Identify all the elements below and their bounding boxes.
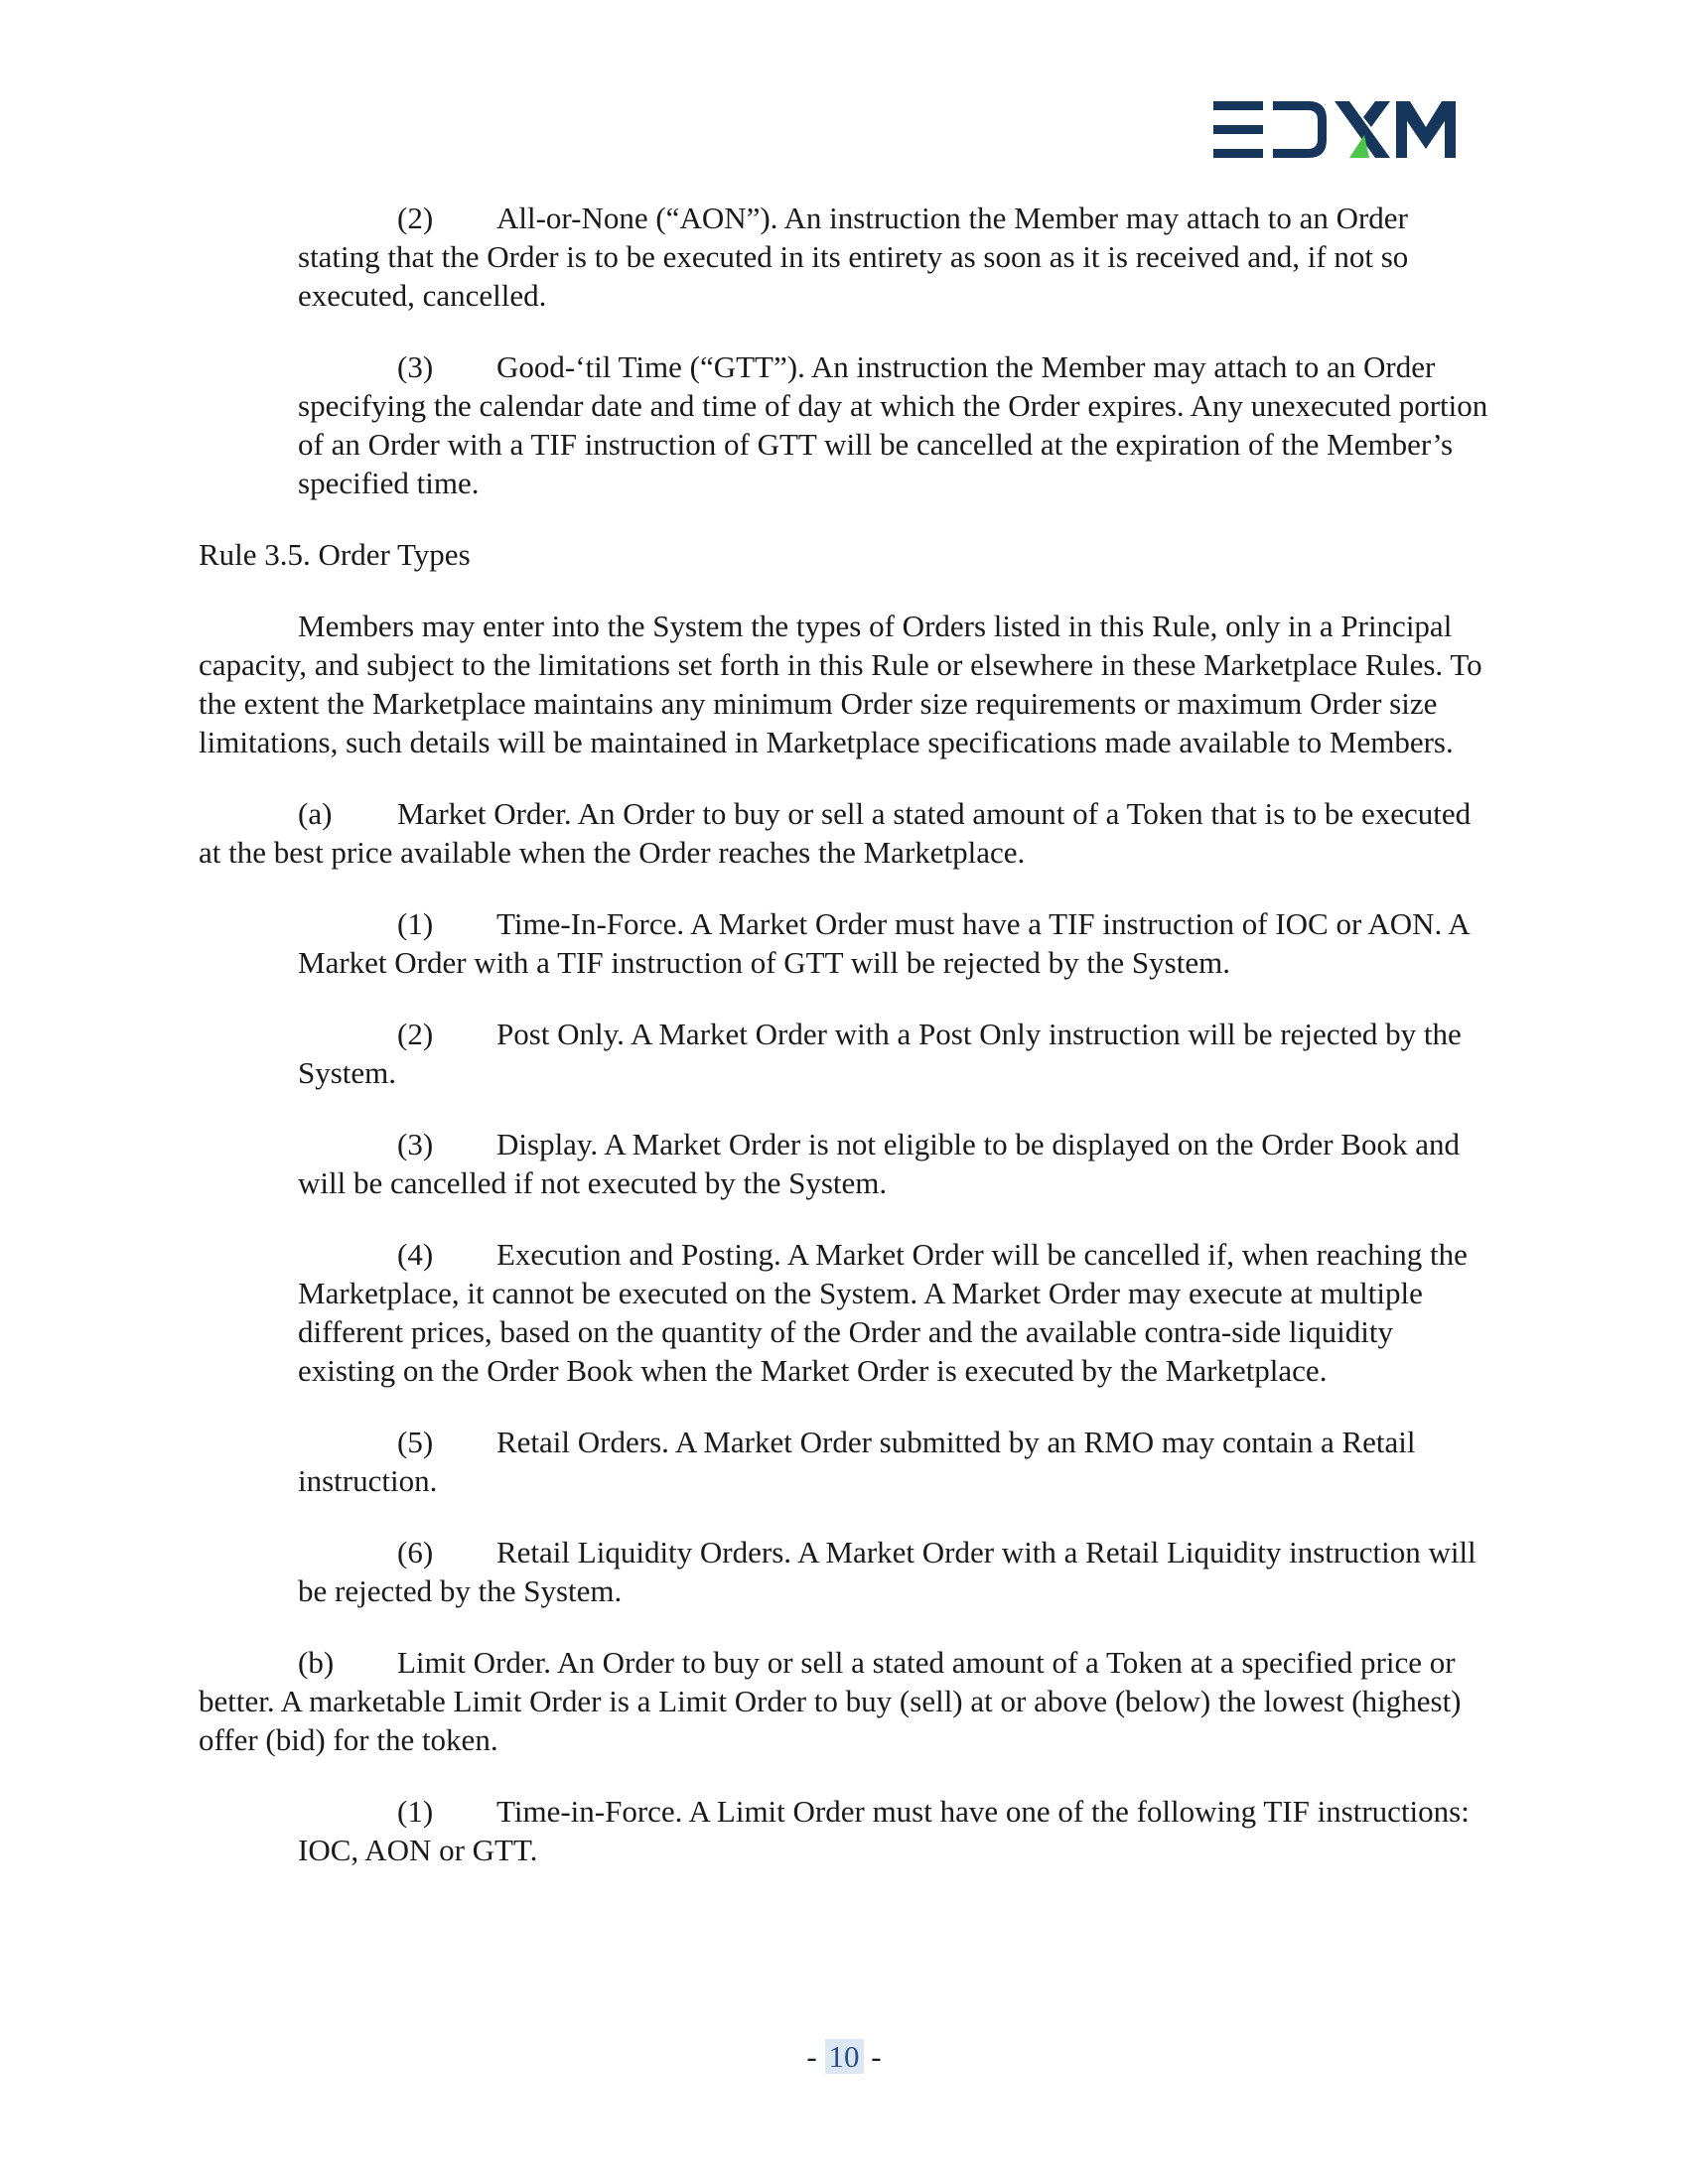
paragraph-aon (298, 199, 1489, 315)
paragraph-market-order (199, 794, 1489, 872)
heading-text: Rule 3.5. Order Types (199, 537, 471, 572)
paragraph-text: Time-In-Force. A Market Order must have a TIF instruction of IOC or AON. A Market Order with a TIF instruction of GTT will be rejected by the System. (298, 906, 1469, 980)
paragraph-number: (a) (298, 796, 333, 831)
paragraph-intro (199, 607, 1489, 761)
paragraph-number: (1) (397, 906, 434, 941)
paragraph-execution (298, 1235, 1489, 1390)
paragraph-post-only (298, 1015, 1489, 1092)
document-body (199, 199, 1489, 1902)
paragraph-text: Execution and Posting. A Market Order will be cancelled if, when reaching the Marketplace, it cannot be executed on the System. A Market Order may execute at multiple different prices, based on the quantity of the Order and the available contra-side liquidity existing on the Order Book when the Market Order is executed by the Marketplace. (298, 1237, 1468, 1388)
paragraph-number: (3) (397, 1127, 434, 1161)
paragraph-number: (b) (298, 1645, 335, 1680)
paragraph-text: Good-‘til Time (“GTT”). An instruction the Member may attach to an Order specifying the calendar date and time of day at which the Order expires. Any unexecuted portion of an Order with a TIF instruction of GTT will be cancelled at the expiration of the Member’s specified time. (298, 349, 1488, 500)
logo-e-top (1213, 101, 1263, 110)
paragraph-retail-orders (298, 1423, 1489, 1500)
paragraph-text: Market Order. An Order to buy or sell a stated amount of a Token that is to be executed at the best price available when the Order reaches the Marketplace. (199, 796, 1472, 870)
paragraph-text: Retail Liquidity Orders. A Market Order with a Retail Liquidity instruction will be rejected by the System. (298, 1535, 1477, 1608)
paragraph-text: Retail Orders. A Market Order submitted by an RMO may contain a Retail instruction. (298, 1425, 1416, 1498)
paragraph-text: Time-in-Force. A Limit Order must have one of the following TIF instructions: IOC, AON or GTT. (298, 1794, 1470, 1867)
paragraph-number: (1) (397, 1794, 434, 1829)
paragraph-number: (3) (397, 349, 434, 384)
page-number: 10 (825, 2039, 864, 2074)
paragraph-market-tif (298, 904, 1489, 982)
page-footer (0, 2037, 1688, 2076)
logo-m (1396, 101, 1456, 158)
paragraph-limit-tif (298, 1792, 1489, 1869)
edxm-logo (1213, 97, 1456, 161)
section-heading (199, 535, 1489, 574)
logo-e-bot (1213, 149, 1263, 158)
paragraph-gtt (298, 347, 1489, 502)
paragraph-number: (5) (397, 1425, 434, 1459)
paragraph-display (298, 1125, 1489, 1202)
paragraph-retail-liquidity (298, 1533, 1489, 1610)
logo-d (1273, 101, 1327, 158)
page-number-suffix: - (863, 2039, 882, 2074)
logo-e-mid (1213, 125, 1263, 134)
paragraph-text: Post Only. A Market Order with a Post Only instruction will be rejected by the System. (298, 1017, 1462, 1090)
paragraph-limit-order (199, 1643, 1489, 1759)
paragraph-number: (2) (397, 201, 434, 235)
page-number-prefix: - (806, 2039, 825, 2074)
paragraph-text: Display. A Market Order is not eligible to be displayed on the Order Book and will be cancelled if not executed by the System. (298, 1127, 1460, 1200)
logo-x-b (1363, 101, 1390, 127)
paragraph-text: Members may enter into the System the types of Orders listed in this Rule, only in a Principal capacity, and subject to the limitations set forth in this Rule or elsewhere in these Marketplace Rules. To the extent the Marketplace maintains any minimum Order size requirements or maximum Order size limitations, such details will be maintained in Marketplace specifications made available to Members. (199, 609, 1482, 759)
paragraph-text: All-or-None (“AON”). An instruction the Member may attach to an Order stating that the Order is to be executed in its entirety as soon as it is received and, if not so executed, cancelled. (298, 201, 1409, 313)
paragraph-number: (2) (397, 1017, 434, 1051)
paragraph-text: Limit Order. An Order to buy or sell a stated amount of a Token at a specified price or better. A marketable Limit Order is a Limit Order to buy (sell) at or above (below) the lowest (highest) offer (bid) for the token. (199, 1645, 1462, 1757)
paragraph-number: (6) (397, 1535, 434, 1570)
paragraph-number: (4) (397, 1237, 434, 1272)
